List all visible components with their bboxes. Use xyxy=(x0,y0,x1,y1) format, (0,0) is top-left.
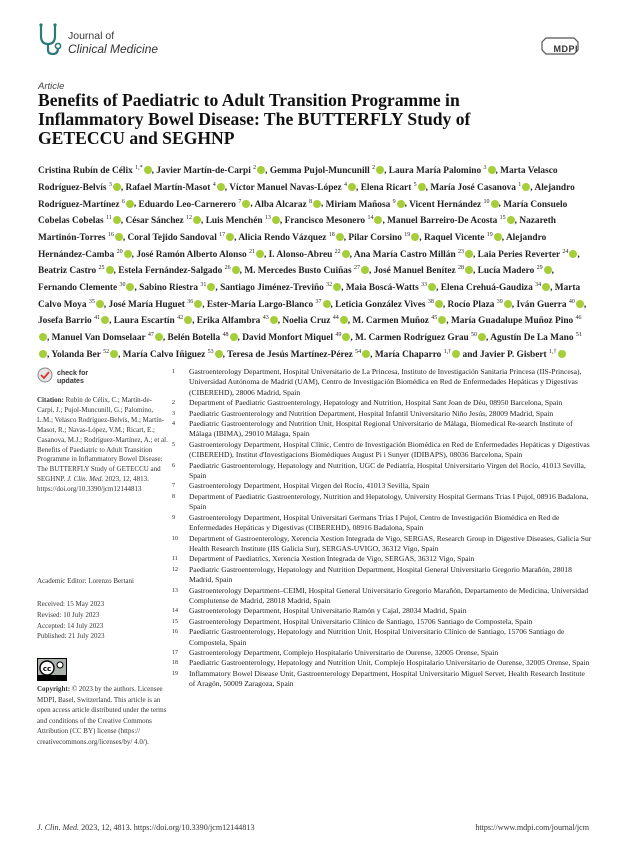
orcid-icon[interactable] xyxy=(522,183,530,191)
affiliation-item xyxy=(172,398,592,408)
author-affiliation-ref: 33 xyxy=(421,281,428,288)
author-name: Sabino Riestra $^{31}$ xyxy=(139,283,215,293)
orcid-icon[interactable] xyxy=(217,183,225,191)
author-affiliation-ref: 42 xyxy=(177,315,184,322)
affiliation-item xyxy=(172,627,592,648)
orcid-icon[interactable] xyxy=(336,233,344,241)
affiliation-item xyxy=(172,492,592,513)
affiliation-number: 8 xyxy=(172,493,175,500)
affiliation-text: Department of Paediatrics, Xerencia Xestion Integrada de Vigo, SERGAS, 36312 Vigo, Spain xyxy=(189,554,475,564)
orcid-icon[interactable] xyxy=(226,233,234,241)
orcid-icon[interactable] xyxy=(348,183,356,191)
orcid-icon[interactable] xyxy=(124,250,132,258)
svg-text:cc: cc xyxy=(42,665,52,673)
orcid-icon[interactable] xyxy=(110,350,118,358)
author-name: Javier P. Gisbert $^{1,\dagger}$ xyxy=(480,350,566,360)
author-affiliation-ref: 31 xyxy=(200,281,207,288)
author-affiliation-ref: 2 xyxy=(372,165,376,171)
affiliation-number: 19 xyxy=(172,670,178,677)
author-affiliation-ref: 36 xyxy=(187,298,194,305)
affiliation-number: 10 xyxy=(172,535,178,542)
affiliation-text: Gastroenterology Department, Hospital Virgen del Rocío, 41013 Sevilla, Spain xyxy=(189,481,430,491)
author-name: Alejandro Hernández-Camba $^{20}$ xyxy=(38,232,547,260)
author-affiliation-ref: 10 xyxy=(483,198,490,205)
author-affiliation-ref: 19 xyxy=(404,231,411,238)
affiliation-number: 6 xyxy=(172,462,175,469)
check-updates-label: check for updates xyxy=(57,370,89,385)
orcid-icon[interactable] xyxy=(106,266,114,274)
orcid-icon[interactable] xyxy=(488,166,496,174)
orcid-icon[interactable] xyxy=(215,350,223,358)
author-affiliation-ref: 32 xyxy=(326,281,333,288)
author-name: Santiago Jiménez-Treviño $^{32}$ xyxy=(220,283,341,293)
author-name: Teresa de Jesús Martínez-Pérez $^{54}$ xyxy=(227,350,370,360)
orcid-icon[interactable] xyxy=(452,350,460,358)
author-name: Yolanda Ber $^{52}$ xyxy=(51,350,118,360)
author-affiliation-ref: 23 xyxy=(458,248,464,255)
author-affiliation-ref: 13 xyxy=(264,215,271,222)
author-name: Noelia Cruz $^{44}$ xyxy=(282,316,347,326)
author-affiliation-ref: 11 xyxy=(106,215,112,222)
orcid-icon[interactable] xyxy=(113,216,121,224)
author-affiliation-ref: 34 xyxy=(535,281,542,288)
author-name: Gemma Pujol-Muncunill $^2$ xyxy=(270,166,384,176)
journal-prefix: Journal of xyxy=(68,30,115,42)
author-affiliation-ref: 14 xyxy=(367,215,374,222)
orcid-icon[interactable] xyxy=(39,333,47,341)
affiliation-item xyxy=(172,419,592,440)
author-name: Manuel Barreiro-De Acosta $^{15}$ xyxy=(387,216,515,226)
page-header xyxy=(36,18,588,62)
affiliation-number: 11 xyxy=(172,556,178,563)
author-name: Lucía Madero $^{29}$ xyxy=(478,266,552,276)
author-name: Maia Boscá-Watts $^{33}$ xyxy=(346,283,436,293)
orcid-icon[interactable] xyxy=(504,300,512,308)
affiliation-text: Department of Paediatric Gastroenterology, Nutrition and Hepatology, University Hospital Germans Trias I Pujol, 08916 Badalona, Spain xyxy=(189,491,589,512)
journal-name: Clinical Medicine xyxy=(68,42,159,56)
affiliation-number: 9 xyxy=(172,514,175,521)
author-name: Eduardo Leo-Carnerero $^7$ xyxy=(138,200,250,210)
author-affiliation-ref: 2 xyxy=(253,165,257,171)
author-name: David Monfort Miquel $^{49}$ xyxy=(242,333,350,343)
affiliation-text: Gastroenterology Department, Hospital Universitario Ramón y Cajal, 28034 Madrid, Spain xyxy=(189,606,467,616)
author-name: Agustín De La Mano $^{51}$ xyxy=(38,333,582,360)
author-affiliation-ref: 3 xyxy=(483,165,487,171)
author-name: Ana María Castro Millán $^{23}$ xyxy=(354,250,473,260)
author-name: Francisco Mesonero $^{14}$ xyxy=(285,216,383,226)
orcid-icon[interactable] xyxy=(257,166,265,174)
author-affiliation-ref: 37 xyxy=(315,298,322,305)
author-affiliation-ref: 41 xyxy=(94,315,101,322)
author-name: Alejandro Rodríguez-Martínez $^6$ xyxy=(38,182,575,210)
affiliation-number: 3 xyxy=(172,410,175,417)
orcid-icon[interactable] xyxy=(361,266,369,274)
publication-dates xyxy=(37,599,169,642)
orcid-icon[interactable] xyxy=(362,350,370,358)
affiliation-text: Department of Gastroenterology, Xerencia Xestion Integrada de Vigo, SERGAS, Research Group in Digestive Diseases, Galicia Sur Health Research Institute (IIS Galicia Sur), SERGAS-UVIGO, 36312 Vigo, Spain xyxy=(189,533,592,553)
orcid-icon[interactable] xyxy=(465,266,473,274)
author-affiliation-ref: 47 xyxy=(147,332,154,339)
affiliation-number: 14 xyxy=(172,608,178,615)
author-affiliation-ref: 1,† xyxy=(549,348,557,355)
author-list: Cristina Rubín de Célix $^{1,*}$ , Javier Martín-de-Carpi $^2$ , Gemma Pujol-Muncunill $^2$ , Laura María Palomino $^3$ , Marta Velasco Rodríguez-Belvís $^3$ , Rafael Martín-Masot $^4$ , Víctor Manuel Navas-López $^4$ , Elena Ricart $^5$ , María José Casanova $^1$ , Alejandro Rodríguez-Martínez $^6$ , Eduardo Leo-Carnerero $^7$ , Alba Alcaraz $^8$ , Miriam Mañosa $^9$ , Vicent Hernández $^{10}$ , María Consuelo Cobelas Cobelas $^{11}$ , César Sánchez $^{12}$ , Luis Menchén $^{13}$ , Francisco Mesonero $^{14}$ , Manuel Barreiro-De Acosta $^{15}$ , Nazareth Martinón-Torres $^{16}$ , Coral Tejido Sandoval $^{17}$ , Alicia Rendo Vázquez $^{18}$ , Pilar Corsino $^{19}$ , Raquel Vicente $^{19}$ , Alejandro Hernández-Camba $^{20}$ , José Ramón Alberto Alonso $^{21}$ , I. Alonso-Abreu $^{22}$ , Ana María Castro Millán $^{23}$ , Laia Peries Reverter $^{24}$ , Beatriz Castro $^{25}$ , Estela Fernández-Salgado $^{26}$ , M. Mercedes Busto Cuiñas $^{27}$ , José Manuel Benítez $^{28}$ , Lucía Madero $^{29}$ , Fernando Clemente $^{30}$ , Sabino Riestra $^{31}$ , Santiago Jiménez-Treviño $^{32}$ , Maia Boscá-Watts $^{33}$ , Elena Crehuá-Gaudiza $^{34}$ , Marta Calvo Moya $^{35}$ , José María Huguet $^{36}$ , Ester-María Largo-Blanco $^{37}$ , Leticia González Vives $^{38}$ , Rocío Plaza $^{39}$ , Iván Guerra $^{40}$ , Josefa Barrio $^{41}$ , Laura Escartín $^{42}$ , Erika Alfambra $^{43}$ , Noelia Cruz $^{44}$ , M. Carmen Muñoz $^{45}$ , María Guadalupe Muñoz Pino $^{46}$, Manuel Van Domselaar $^{47}$ , Belén Botella $^{48}$ , David Monfort Miquel $^{49}$ , M. Carmen Rodríguez Grau $^{50}$ , Agustín De La Mano $^{51}$, Yolanda Ber $^{52}$ , María Calvo Iñiguez $^{53}$ , Teresa de Jesús Martínez-Pérez $^{54}$ , María Chaparro $^{1,\dagger}$ and Javier P. Gisbert $^{1,\dagger}$ xyxy=(38,165,587,360)
author-name: Erika Alfambra $^{43}$ xyxy=(197,316,278,326)
affiliation-number: 4 xyxy=(172,421,175,428)
citation-volume: 2023, 12, 4813. xyxy=(105,475,149,484)
author-name: Manuel Van Domselaar $^{47}$ xyxy=(52,333,163,343)
author-affiliation-ref: 39 xyxy=(496,298,503,305)
orcid-icon[interactable] xyxy=(115,233,123,241)
orcid-icon[interactable] xyxy=(333,283,341,291)
affiliation-item xyxy=(172,586,592,607)
author-name: María José Casanova $^1$ xyxy=(430,183,530,193)
orcid-icon[interactable] xyxy=(340,316,348,324)
author-name: Ester-María Largo-Blanco $^{37}$ xyxy=(207,300,331,310)
footer-journal-url[interactable]: https://www.mdpi.com/journal/jcm xyxy=(475,823,589,832)
affiliation-item xyxy=(172,534,592,555)
affiliation-number: 13 xyxy=(172,587,178,594)
orcid-icon[interactable] xyxy=(397,200,405,208)
affiliation-list xyxy=(172,367,592,690)
author-affiliation-ref: 30 xyxy=(119,281,126,288)
affiliation-item xyxy=(172,669,592,690)
author-affiliation-ref: 51 xyxy=(575,332,582,339)
author-affiliation-ref: 40 xyxy=(568,298,575,305)
orcid-icon[interactable] xyxy=(418,183,426,191)
orcid-icon[interactable] xyxy=(144,166,152,174)
orcid-icon[interactable] xyxy=(113,183,121,191)
author-name: M. Carmen Muñoz $^{45}$ xyxy=(352,316,446,326)
affiliation-text: Paediatric Gastroenterology, Hepatology and Nutrition Unit, Hospital Universitario Clínico de Santiago, 15706 Santiago de Compostela, Spain xyxy=(189,627,565,647)
author-name: Marta Calvo Moya $^{35}$ xyxy=(38,283,581,310)
publisher-name: MDPI xyxy=(553,44,578,54)
copyright-label: Copyright: xyxy=(37,685,71,693)
affiliation-item xyxy=(172,409,592,419)
author-name: Elena Ricart $^5$ xyxy=(361,183,426,193)
author-affiliation-ref: 19 xyxy=(486,231,493,238)
affiliation-item xyxy=(172,565,592,586)
affiliation-text: Gastroenterology Department–CEIMI, Hospital General Universitario Gregorio Marañón, Departamento de Medicina, Universidad Complutense de Madrid, 28018 Madrid, Spain xyxy=(189,585,589,605)
author-affiliation-ref: 1,† xyxy=(443,348,452,355)
affiliation-text: Gastroenterology Department, Hospital Universitari Germans Trias I Pujol, Centro de Investigación Biomédica en Red de Enfermedades Hepáticas y Digestivas (CIBEREHD), 08916 Badalona, Spain xyxy=(189,512,560,533)
date-accepted: Accepted: 14 July 2023 xyxy=(37,621,104,630)
affiliation-text: Paediatric Gastroenterology and Nutrition Department, Hospital Infantil Universitario Niño Jesús, 28009 Madrid, Spain xyxy=(189,408,554,418)
author-name: Marta Velasco Rodríguez-Belvís $^3$ xyxy=(38,166,558,193)
author-affiliation-ref: 38 xyxy=(427,298,434,305)
author-name: José Manuel Benítez $^{28}$ xyxy=(374,266,473,276)
affiliation-number: 12 xyxy=(172,566,178,573)
citation-label: Citation: xyxy=(37,396,64,404)
author-affiliation-ref: 8 xyxy=(308,198,312,205)
author-name: Alicia Rendo Vázquez $^{18}$ xyxy=(238,233,343,243)
author-affiliation-ref: 49 xyxy=(335,332,342,339)
affiliation-number: 15 xyxy=(172,618,178,625)
affiliation-number: 16 xyxy=(172,629,178,636)
affiliation-item xyxy=(172,554,592,564)
author-name: Beatriz Castro $^{25}$ xyxy=(38,266,114,276)
affiliation-text: Inflammatory Bowel Disease Unit, Gastroenterology Department, Hospital Universitario Miguel Servet, Health Research Institute of Aragón, 50009 Zaragoza, Spain xyxy=(189,668,585,689)
affiliation-item xyxy=(172,606,592,616)
orcid-icon[interactable] xyxy=(428,283,436,291)
affiliation-text: Paediatric Gastroenterology, Hepatology and Nutrition Unit, Complejo Hospitalario Universitario de Ourense, 32005 Orense, Spain xyxy=(189,658,590,668)
affiliation-item xyxy=(172,658,592,668)
author-name: M. Carmen Rodríguez Grau $^{50}$ xyxy=(355,333,486,343)
orcid-icon[interactable] xyxy=(126,283,134,291)
author-affiliation-ref: 9 xyxy=(392,198,396,205)
author-affiliation-ref: 50 xyxy=(471,332,478,339)
author-name: María Chaparro $^{1,\dagger}$ xyxy=(375,350,460,360)
orcid-icon[interactable] xyxy=(576,300,584,308)
orcid-icon[interactable] xyxy=(342,250,350,258)
author-name: Estela Fernández-Salgado $^{26}$ xyxy=(118,266,239,276)
affiliation-number: 18 xyxy=(172,660,178,667)
author-name: Elena Crehuá-Gaudiza $^{34}$ xyxy=(441,283,550,293)
orcid-icon[interactable] xyxy=(184,316,192,324)
copyright-block xyxy=(37,684,169,747)
author-affiliation-ref: 28 xyxy=(457,265,464,272)
affiliation-text: Department of Paediatric Gastroenterology, Hepatology and Nutrition, Hospital Sant Joan de Déu, 08950 Barcelona, Spain xyxy=(189,398,563,408)
author-affiliation-ref: 46 xyxy=(575,315,582,322)
author-affiliation-ref: 29 xyxy=(536,265,543,272)
author-name: Laura Escartín $^{42}$ xyxy=(114,316,192,326)
author-affiliation-ref: 35 xyxy=(88,298,95,305)
author-affiliation-ref: 1,* xyxy=(135,165,143,171)
author-name: Belén Botella $^{48}$ xyxy=(167,333,237,343)
orcid-icon[interactable] xyxy=(272,216,280,224)
author-name: Fernando Clemente $^{30}$ xyxy=(38,283,134,293)
author-affiliation-ref: 17 xyxy=(219,231,226,238)
author-affiliation-ref: 48 xyxy=(222,332,229,339)
orcid-icon[interactable] xyxy=(542,283,550,291)
author-name: Coral Tejido Sandoval $^{17}$ xyxy=(128,233,235,243)
orcid-icon[interactable] xyxy=(155,333,163,341)
author-affiliation-ref: 4 xyxy=(344,181,348,188)
author-affiliation-ref: 1 xyxy=(518,181,522,188)
author-name: Leticia González Vives $^{38}$ xyxy=(335,300,443,310)
orcid-icon[interactable] xyxy=(494,233,502,241)
affiliation-item xyxy=(172,481,592,491)
citation-block xyxy=(37,396,169,495)
author-affiliation-ref: 3 xyxy=(108,181,112,188)
author-affiliation-ref: 15 xyxy=(499,215,506,222)
author-name: Javier Martín-de-Carpi $^2$ xyxy=(156,166,265,176)
author-name: Nazareth Martinón-Torres $^{16}$ xyxy=(38,216,557,243)
author-affiliation-ref: 43 xyxy=(262,315,269,322)
author-name: Rafael Martín-Masot $^4$ xyxy=(126,183,225,193)
author-affiliation-ref: 6 xyxy=(121,198,125,205)
orcid-icon[interactable] xyxy=(491,200,499,208)
orcid-icon[interactable] xyxy=(230,333,238,341)
cc-by-license-icon[interactable] xyxy=(37,658,67,681)
author-affiliation-ref: 53 xyxy=(207,348,214,355)
author-affiliation-ref: 7 xyxy=(238,198,242,205)
orcid-icon[interactable] xyxy=(270,316,278,324)
author-affiliation-ref: 4 xyxy=(212,181,216,188)
author-affiliation-ref: 20 xyxy=(116,248,123,255)
orcid-icon[interactable] xyxy=(438,316,446,324)
citation-text: Rubín de Célix, C.; Martín-de-Carpi, J.; Pujol-Muncunill, G.; Palomino, L.M.; Velasco Rodríguez-Belvís, M.; Martín-Masot, R.; Navas-López, V.M.; Ricart, E.; Casanova, M.J.; Rodríguez-Martínez, A.; et al. Benefits of Paediatric to Adult Transition Programme in Inflammatory Bowel Disease: The BUTTERFLY Study of GETECCU and SEGHNP. xyxy=(37,396,168,484)
author-affiliation-ref: 54 xyxy=(355,348,362,355)
affiliation-item xyxy=(172,461,592,482)
orcid-icon[interactable] xyxy=(465,250,473,258)
orcid-icon[interactable] xyxy=(544,266,552,274)
author-name: Iván Guerra $^{40}$ xyxy=(516,300,583,310)
affiliation-item xyxy=(172,648,592,658)
affiliation-number: 17 xyxy=(172,649,178,656)
author-name: Luis Menchén $^{13}$ xyxy=(206,216,280,226)
orcid-icon[interactable] xyxy=(207,283,215,291)
affiliation-text: Paediatric Gastroenterology, Hepatology and Nutrition, UGC de Pediatría, Hospital Universitario Virgen del Rocío, 41013 Sevilla, Spain xyxy=(189,460,586,481)
date-received: Received: 15 May 2023 xyxy=(37,600,105,608)
author-name: Víctor Manuel Navas-López $^4$ xyxy=(229,183,356,193)
author-name: Alba Alcaraz $^8$ xyxy=(254,200,321,210)
orcid-icon[interactable] xyxy=(435,300,443,308)
orcid-icon[interactable] xyxy=(39,350,47,358)
affiliation-item xyxy=(172,367,592,398)
author-name: Miriam Mañosa $^9$ xyxy=(326,200,405,210)
orcid-icon[interactable] xyxy=(126,200,134,208)
orcid-icon[interactable] xyxy=(478,333,486,341)
article-type: Article xyxy=(38,81,65,92)
author-name: Laia Peries Reverter $^{24}$ xyxy=(478,250,578,260)
orcid-icon[interactable] xyxy=(374,216,382,224)
orcid-icon[interactable] xyxy=(96,300,104,308)
orcid-icon[interactable] xyxy=(376,166,384,174)
affiliation-item xyxy=(172,440,592,461)
affiliation-item xyxy=(172,513,592,534)
footer-citation xyxy=(37,823,255,832)
author-name: I. Alonso-Abreu $^{22}$ xyxy=(269,250,350,260)
orcid-icon[interactable] xyxy=(342,333,350,341)
author-name: María Guadalupe Muñoz Pino $^{46}$ xyxy=(38,316,582,343)
author-name: María Calvo Iñiguez $^{53}$ xyxy=(123,350,223,360)
orcid-icon[interactable] xyxy=(507,216,515,224)
article-title: Benefits of Paediatric to Adult Transition Programme in Inflammatory Bowel Disease: The BUTTERFLY Study of GETECCU and SEGHNP xyxy=(38,90,471,148)
copyright-text: © 2023 by the authors. Licensee MDPI, Basel, Switzerland. This article is an open access article distributed under the terms and conditions of the Creative Commons Attribution (CC BY) license (https:// creativecommons.org/licenses/by/ 4.0/). xyxy=(37,685,167,746)
orcid-icon[interactable] xyxy=(194,300,202,308)
author-affiliation-ref: 25 xyxy=(98,265,105,272)
author-name: Laura María Palomino $^3$ xyxy=(389,166,496,176)
affiliation-text: Paediatric Gastroenterology and Nutrition Unit, Hospital Regional Universitario de Málaga, Biomedical Re-search Institute of Málaga (IBIMA), 29010 Málaga, Spain xyxy=(189,419,573,439)
orcid-icon[interactable] xyxy=(256,250,264,258)
affiliation-number: 2 xyxy=(172,400,175,407)
author-affiliation-ref: 45 xyxy=(431,315,438,322)
orcid-icon[interactable] xyxy=(558,350,566,358)
affiliation-number: 1 xyxy=(172,369,175,375)
date-published: Published: 21 July 2023 xyxy=(37,632,105,641)
author-affiliation-ref: 12 xyxy=(186,215,193,222)
author-affiliation-ref: 18 xyxy=(328,231,335,238)
author-name: Rocío Plaza $^{39}$ xyxy=(447,300,511,310)
check-updates-badge[interactable] xyxy=(37,367,107,389)
footer-volume[interactable]: 2023, 12, 4813. https://doi.org/10.3390/jcm12144813 xyxy=(81,823,255,832)
author-name: César Sánchez $^{12}$ xyxy=(125,216,201,226)
orcid-icon[interactable] xyxy=(411,233,419,241)
author-affiliation-ref: 52 xyxy=(103,348,110,355)
author-name: Josefa Barrio $^{41}$ xyxy=(38,316,109,326)
author-affiliation-ref: 21 xyxy=(248,248,255,255)
citation-doi[interactable]: https://doi.org/10.3390/jcm12144813 xyxy=(37,485,142,494)
author-name: María Consuelo Cobelas Cobelas $^{11}$ xyxy=(38,199,568,227)
affiliation-text: Gastroenterology Department, Hospital Clínic, Centro de Investigación Biomédica en Red de Enfermedades Hepáticas y Digestivas (CIBEREHD), Institut d'Investigacions Biomèdiques August Pi i Sunyer (IDIBAPS), 08036 Barcelona, Spain xyxy=(189,439,590,460)
affiliation-number: 5 xyxy=(172,441,175,448)
author-name: M. Mercedes Busto Cuiñas $^{27}$ xyxy=(244,266,369,276)
stethoscope-icon xyxy=(36,22,62,56)
affiliation-text: Gastroenterology Department, Complejo Hospitalario Universitario de Ourense, 32005 Orense, Spain xyxy=(189,647,499,657)
orcid-icon[interactable] xyxy=(193,216,201,224)
affiliation-item xyxy=(172,617,592,627)
author-name: José Ramón Alberto Alonso $^{21}$ xyxy=(136,250,264,260)
author-name: Cristina Rubín de Célix $^{1,*}$ xyxy=(38,166,152,176)
author-affiliation-ref: 27 xyxy=(353,265,360,272)
footer-journal: J. Clin. Med. xyxy=(37,823,80,832)
orcid-icon[interactable] xyxy=(242,200,250,208)
author-affiliation-ref: 26 xyxy=(224,265,231,272)
academic-editor: Academic Editor: Lorenzo Bertani xyxy=(37,577,134,585)
affiliation-text: Paediatric Gastroenterology, Hepatology and Nutrition Department, Hospital General Universitario Gregorio Marañón, 28018 Madrid, Spain xyxy=(189,564,572,585)
affiliation-number: 7 xyxy=(172,483,175,490)
affiliation-text: Gastroenterology Department, Hospital Universitario Clínico de Santiago, 15706 Santiago de Compostela, Spain xyxy=(189,616,533,626)
author-name: Pilar Corsino $^{19}$ xyxy=(348,233,419,243)
affiliation-text: Gastroenterology Department, Hospital Universitario de La Princesa, Instituto de Investigación Sanitaria Princesa (IIS-Princesa), Universidad Autónoma de Madrid (UAM), Centro de Investigación Biomédica en Red de Enfermedades Hepáticas y Digestivas (CIBEREHD), 28006 Madrid, Spain xyxy=(189,367,582,397)
orcid-icon[interactable] xyxy=(569,250,577,258)
author-name: Raquel Vicente $^{19}$ xyxy=(424,233,502,243)
citation-journal: J. Clin. Med. xyxy=(66,475,104,484)
check-updates-icon xyxy=(37,367,53,387)
orcid-icon[interactable] xyxy=(101,316,109,324)
author-name: José María Huguet $^{36}$ xyxy=(109,300,203,310)
author-affiliation-ref: 24 xyxy=(562,248,569,255)
orcid-icon[interactable] xyxy=(313,200,321,208)
author-affiliation-ref: 5 xyxy=(413,181,417,188)
author-name: Vicent Hernández $^{10}$ xyxy=(409,200,498,210)
author-affiliation-ref: 44 xyxy=(332,315,339,322)
orcid-icon[interactable] xyxy=(232,266,240,274)
author-affiliation-ref: 16 xyxy=(107,231,114,238)
orcid-icon[interactable] xyxy=(323,300,331,308)
author-affiliation-ref: 22 xyxy=(334,248,341,255)
date-revised: Revised: 10 July 2023 xyxy=(37,610,100,619)
